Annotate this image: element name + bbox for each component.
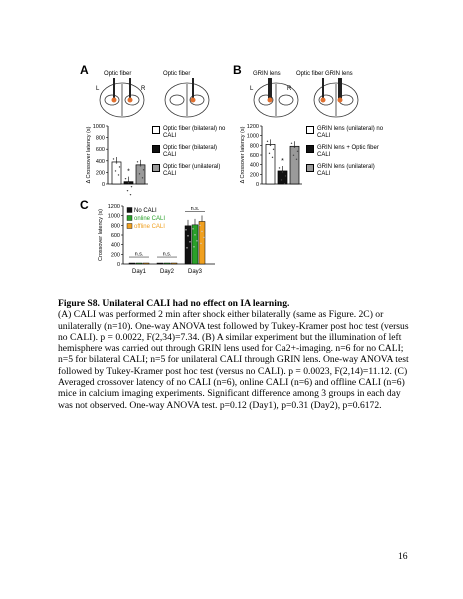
- chart-b-bar-0: [266, 144, 275, 184]
- chart-c-ns-label: n.s.: [190, 205, 200, 212]
- chart-c-xtick-label: Day2: [159, 269, 175, 275]
- chart-a-bar-0: [112, 162, 121, 184]
- chart-c-ytick-label: 400: [110, 242, 120, 249]
- chart-b-dot: [284, 183, 285, 184]
- chart-c-legend-label-2: offline CALI: [134, 224, 165, 230]
- legend-swatch-a-1: [152, 145, 160, 153]
- chart-b-ytick-label: 0: [255, 182, 259, 188]
- chart-c-legend-label-0: No CALI: [134, 208, 157, 214]
- chart-b-dot: [296, 159, 297, 160]
- legend-text-a-2: Optic fiber (unilateral) CALI: [163, 164, 221, 177]
- chart-a-dot: [116, 162, 117, 163]
- chart-b-ytick-label: 1200: [246, 124, 259, 130]
- chart-c-ytick-label: 200: [110, 252, 120, 259]
- legend-text-b-2: GRIN lens (unilateral) CALI: [317, 164, 375, 177]
- fiber-right-bar: [129, 78, 131, 100]
- chart-b-dot: [270, 145, 271, 146]
- brain-bilateral: [100, 83, 144, 117]
- chart-a-dot: [119, 166, 120, 167]
- chart-b-ytick-label: 200: [249, 172, 259, 179]
- chart-c-bar: [143, 263, 149, 264]
- chart-b-sig-star: *: [281, 157, 284, 165]
- chart-b-dot: [281, 179, 282, 180]
- chart-b-ytick-label: 1000: [246, 133, 259, 140]
- chart-b-bar-1: [278, 171, 287, 184]
- chart-b-dot: [291, 143, 292, 144]
- chart-c: [95, 202, 220, 282]
- chart-c-ytick-label: 1000: [107, 213, 120, 220]
- chart-a-sig-star: *: [127, 168, 130, 176]
- legend-text-b-1: GRIN lens + Optic fiber CALI: [317, 145, 379, 158]
- chart-c-ns-label: n.s.: [162, 251, 172, 258]
- chart-a-bar-2: [136, 165, 145, 184]
- chart-a-dot: [118, 174, 119, 175]
- chart-a-dot: [142, 177, 143, 178]
- chart-c-bar: [157, 263, 163, 264]
- chart-c-dot: [194, 234, 195, 235]
- chart-a-dot: [128, 182, 129, 183]
- chart-a-dot: [130, 194, 131, 195]
- chart-b-ytick-label: 600: [249, 153, 259, 159]
- chart-a-ytick-label: 0: [101, 182, 105, 188]
- chart-c-dot: [192, 228, 193, 229]
- chart-c-xtick-label: Day3: [187, 269, 203, 275]
- chart-c-ytick-label: 1200: [107, 204, 120, 210]
- chart-b-dot: [279, 167, 280, 168]
- chart-c-bar: [171, 263, 177, 264]
- chart-c-dot: [196, 240, 197, 241]
- chart-c-dot: [201, 231, 202, 232]
- chart-b-ytick-label: 400: [249, 162, 259, 169]
- hemisphere-r-a: R: [141, 86, 146, 92]
- chart-a-dot: [143, 169, 144, 170]
- chart-c-bar: [136, 263, 142, 264]
- chart-a-dot: [113, 158, 114, 159]
- legend-swatch-b-0: [306, 126, 314, 134]
- legend-text-b-0: GRIN lens (unilateral) no CALI: [317, 126, 384, 139]
- chart-b-dot: [293, 155, 294, 156]
- panel-label-a: A: [80, 63, 89, 77]
- chart-a-dot: [140, 165, 141, 166]
- chart-a-dot: [125, 178, 126, 179]
- chart-c-dot: [200, 243, 201, 244]
- brain-unilateral: [165, 83, 209, 117]
- hemisphere-l-a: L: [96, 86, 100, 92]
- optic-fiber-label-left: Optic fiber: [104, 71, 132, 77]
- chart-c-bar: [199, 221, 205, 264]
- chart-a-ytick-label: 400: [95, 158, 105, 165]
- legend-a: [152, 126, 232, 178]
- hemisphere-l-b: L: [250, 86, 254, 92]
- chart-c-bar: [164, 263, 170, 264]
- grin-lens-bar: [268, 78, 272, 100]
- legend-swatch-b-1: [306, 145, 314, 153]
- chart-c-legend-swatch-0: [127, 208, 132, 213]
- chart-a-ytick-label: 800: [95, 135, 105, 142]
- chart-b-ytick-label: 800: [249, 143, 259, 150]
- chart-b-dot: [269, 153, 270, 154]
- optic-fiber-label-right: Optic fiber: [163, 71, 191, 77]
- chart-a-dot: [131, 186, 132, 187]
- legend-swatch-a-0: [152, 126, 160, 134]
- brain-schematic-a: [92, 78, 222, 123]
- chart-c-dot: [187, 235, 188, 236]
- chart-b-dot: [273, 149, 274, 150]
- hemisphere-r-b: R: [287, 86, 292, 92]
- chart-b-dot: [297, 151, 298, 152]
- chart-c-dot: [185, 229, 186, 230]
- chart-b-dot: [272, 157, 273, 158]
- chart-c-xtick-label: Day1: [131, 269, 147, 275]
- chart-a-dot: [127, 190, 128, 191]
- chart-a: [84, 122, 154, 197]
- chart-b: [238, 122, 308, 197]
- legend-b: [306, 126, 386, 178]
- panel-label-c: C: [80, 198, 89, 212]
- fiber-left-bar: [113, 78, 115, 100]
- fiber-grin-label: Optic fiber GRIN lens: [296, 71, 353, 77]
- chart-b-dot: [282, 171, 283, 172]
- chart-a-dot: [137, 161, 138, 162]
- chart-a-ytick-label: 1000: [92, 124, 105, 130]
- chart-c-dot: [203, 237, 204, 238]
- brain-schematic-b: [246, 78, 376, 123]
- chart-c-legend-label-1: online CALI: [134, 216, 166, 222]
- legend-text-a-0: Optic fiber (bilateral) no CALI: [163, 126, 226, 139]
- chart-b-dot: [285, 175, 286, 176]
- chart-c-dot: [193, 246, 194, 247]
- chart-c-bar: [185, 226, 191, 264]
- grin-lens-label: GRIN lens: [253, 71, 281, 77]
- chart-c-dot: [189, 241, 190, 242]
- chart-c-ytick-label: 0: [116, 262, 120, 268]
- chart-a-ylabel: Δ Crossover latency (s): [86, 126, 92, 184]
- legend-swatch-a-2: [152, 164, 160, 172]
- chart-c-ytick-label: 800: [110, 223, 120, 230]
- chart-c-ns-label: n.s.: [134, 251, 144, 258]
- figure-caption: [58, 298, 412, 411]
- caption-title: Figure S8. Unilateral CALI had no effect on IA learning.: [58, 298, 290, 309]
- chart-c-bar: [129, 263, 135, 264]
- chart-a-ytick-label: 200: [95, 170, 105, 177]
- chart-c-bar: [192, 225, 198, 264]
- chart-c-dot: [186, 247, 187, 248]
- chart-c-legend-swatch-2: [127, 224, 132, 229]
- chart-c-dot: [199, 225, 200, 226]
- legend-swatch-b-2: [306, 164, 314, 172]
- chart-c-ytick-label: 600: [110, 233, 120, 239]
- chart-c-ylabel: Crossover latency (s): [98, 209, 104, 261]
- chart-a-dot: [115, 170, 116, 171]
- caption-body: (A) CALI was performed 2 min after shock either bilaterally (same as Figure. 2C) or unilaterally (n=10). One-way ANOVA test followed by Tukey-Kramer post hoc test (versus no CALI). p = 0.0022, F(2,34)=7.34. (B) A similar experiment but the illumination of left hemisphere was carried out through GRIN lens used for Ca2+-imaging. n=6 for no CALI; n=5 for bilateral CALI; n=5 for unilateral CALI through GRIN lens. One-way ANOVA test followed by Tukey-Kramer post hoc test (versus no CALI). p = 0.0023, F(2,14)=11.12. (C) Averaged crossover latency of no CALI (n=6), online CALI (n=6) and offline CALI (n=6) mice in calcium imaging experiments. Significant difference among 3 groups in each day was not observed. One-way ANOVA test. p=0.12 (Day1), p=0.31 (Day2), p=0.6172.: [58, 309, 409, 411]
- page-number: 16: [398, 551, 408, 562]
- chart-b-ylabel: Δ Crossover latency (s): [240, 126, 246, 184]
- chart-a-ytick-label: 600: [95, 147, 105, 154]
- chart-a-dot: [139, 173, 140, 174]
- legend-text-a-1: Optic fiber (bilateral) CALI: [163, 145, 218, 158]
- chart-b-dot: [267, 141, 268, 142]
- chart-c-legend-swatch-1: [127, 216, 132, 221]
- chart-b-dot: [294, 147, 295, 148]
- panel-label-b: B: [233, 63, 242, 77]
